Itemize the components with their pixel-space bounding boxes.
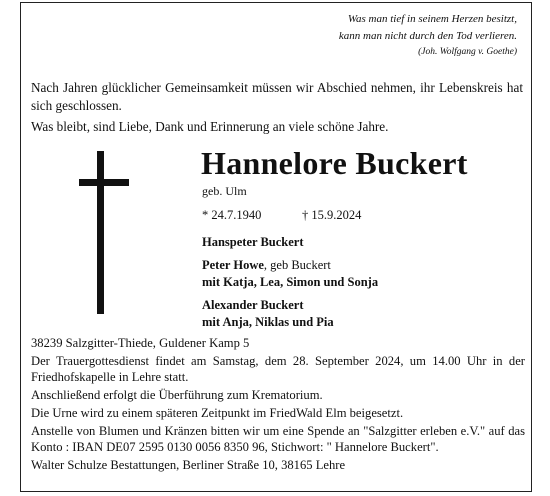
- intro-text: [31, 79, 523, 136]
- maiden-name: geb. Ulm: [202, 184, 247, 198]
- cross-icon: [79, 151, 129, 314]
- birth-date: * 24.7.1940: [202, 208, 262, 222]
- mourners-list: [202, 234, 378, 337]
- mourner-children: mit Katja, Lea, Simon und Sonja: [202, 275, 379, 289]
- deceased-name: Hannelore Buckert: [201, 145, 468, 181]
- mourner-name: Alexander Buckert: [202, 298, 304, 312]
- intro-paragraph-2: Was bleibt, sind Liebe, Dank und Erinnerung an viele schöne Jahre.: [31, 119, 389, 134]
- notice-details: [31, 335, 525, 475]
- urn-info: Die Urne wird zu einem späteren Zeitpunkt im FriedWald Elm beigesetzt.: [31, 406, 404, 420]
- life-dates: [202, 208, 362, 223]
- death-date: † 15.9.2024: [302, 208, 362, 222]
- intro-paragraph-1: Nach Jahren glücklicher Gemeinsamkeit müssen wir Abschied nehmen, ihr Lebenskreis hat sich geschlossen.: [31, 80, 523, 113]
- family-address: 38239 Salzgitter-Thiede, Guldener Kamp 5: [31, 336, 250, 350]
- mourner-name: Hanspeter Buckert: [202, 235, 304, 249]
- donation-info: Anstelle von Blumen und Kränzen bitten wir um eine Spende an "Salzgitter erleben e.V." auf das Konto : IBAN DE07 2595 0130 0056 8350 96, Stichwort: " Hannelore Buckert".: [31, 424, 525, 454]
- mourner-group: [202, 234, 378, 251]
- mourner-children: mit Anja, Niklas und Pia: [202, 315, 334, 329]
- obituary-notice: [20, 2, 532, 492]
- undertaker-info: Walter Schulze Bestattungen, Berliner Straße 10, 38165 Lehre: [31, 458, 346, 472]
- mourner-group: [202, 297, 378, 331]
- mourner-maiden-note: , geb Buckert: [263, 258, 331, 272]
- mourner-name: Peter Howe: [202, 258, 264, 272]
- mourner-group: [202, 257, 378, 291]
- quote-line-1: Was man tief in seinem Herzen besitzt,: [347, 13, 517, 25]
- quote-source: (Joh. Wolfgang v. Goethe): [418, 47, 517, 57]
- goethe-quote: [339, 11, 517, 59]
- transfer-info: Anschließend erfolgt die Überführung zum Krematorium.: [31, 388, 323, 402]
- service-info: Der Trauergottesdienst findet am Samstag, dem 28. September 2024, um 14.00 Uhr in der Friedhofskapelle in Lehre statt.: [31, 354, 525, 384]
- quote-line-2: kann man nicht durch den Tod verlieren.: [338, 30, 517, 42]
